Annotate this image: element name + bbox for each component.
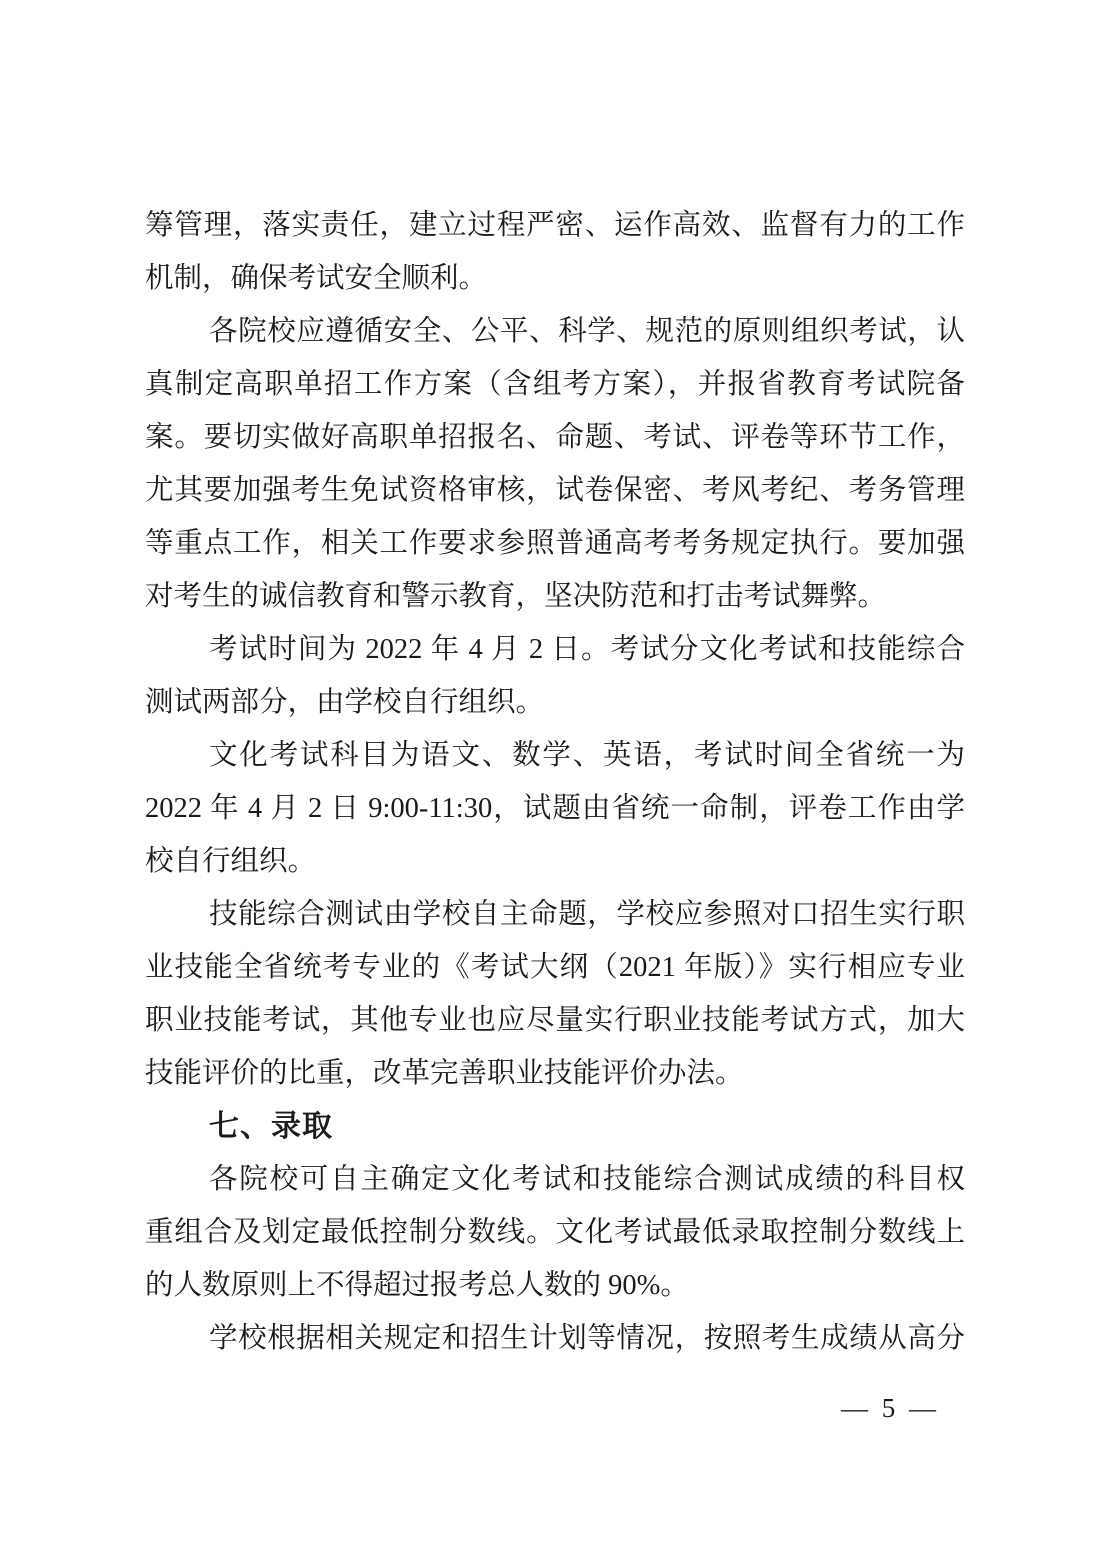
paragraph-line: 考试时间为 2022 年 4 月 2 日。考试分文化考试和技能综合 [209, 634, 965, 665]
paragraph [145, 888, 965, 1100]
paragraph [145, 1153, 965, 1312]
paragraph [145, 199, 965, 305]
paragraph-line: 学校根据相关规定和招生计划等情况，按照考生成绩从高分 [209, 1323, 965, 1354]
paragraph-line: 各院校应遵循安全、公平、科学、规范的原则组织考试，认 [209, 316, 965, 347]
paragraph-line: 校自行组织。 [145, 846, 317, 877]
paragraph-line: 测试两部分，由学校自行组织。 [145, 687, 545, 718]
text-block [145, 199, 965, 1365]
paragraph-line: 真制定高职单招工作方案（含组考方案），并报省教育考试院备 [145, 369, 965, 400]
paragraph-line: 筹管理，落实责任，建立过程严密、运作高效、监督有力的工作 [145, 210, 965, 241]
paragraph-line: 重组合及划定最低控制分数线。文化考试最低录取控制分数线上 [145, 1217, 965, 1248]
paragraph-line: 机制，确保考试安全顺利。 [145, 263, 488, 294]
paragraph-line: 尤其要加强考生免试资格审核，试卷保密、考风考纪、考务管理 [145, 475, 965, 506]
paragraph-line: 文化考试科目为语文、数学、英语，考试时间全省统一为 [209, 740, 965, 771]
paragraph-line: 各院校可自主确定文化考试和技能综合测试成绩的科目权 [209, 1164, 965, 1195]
paragraph-line: 案。要切实做好高职单招报名、命题、考试、评卷等环节工作， [145, 422, 965, 453]
paragraph-line: 2022 年 4 月 2 日 9:00-11:30，试题由省统一命制，评卷工作由学 [145, 793, 965, 824]
paragraph-line: 技能综合测试由学校自主命题，学校应参照对口招生实行职 [209, 899, 965, 930]
paragraph-line: 职业技能考试，其他专业也应尽量实行职业技能考试方式，加大 [145, 1005, 965, 1036]
paragraph [145, 623, 965, 729]
paragraph-line: 的人数原则上不得超过报考总人数的 90%。 [145, 1270, 689, 1301]
paragraph [145, 729, 965, 888]
section-heading: 七、录取 [209, 1110, 333, 1143]
paragraph [145, 1312, 965, 1365]
paragraph-line: 等重点工作，相关工作要求参照普通高考考务规定执行。要加强 [145, 528, 965, 559]
page-number: — 5 — [841, 1393, 937, 1423]
paragraph-line: 对考生的诚信教育和警示教育，坚决防范和打击考试舞弊。 [145, 581, 887, 612]
paragraph [145, 305, 965, 623]
paragraph-line: 业技能全省统考专业的《考试大纲（2021 年版）》实行相应专业 [145, 952, 965, 983]
paragraph-line: 技能评价的比重，改革完善职业技能评价办法。 [145, 1058, 744, 1089]
